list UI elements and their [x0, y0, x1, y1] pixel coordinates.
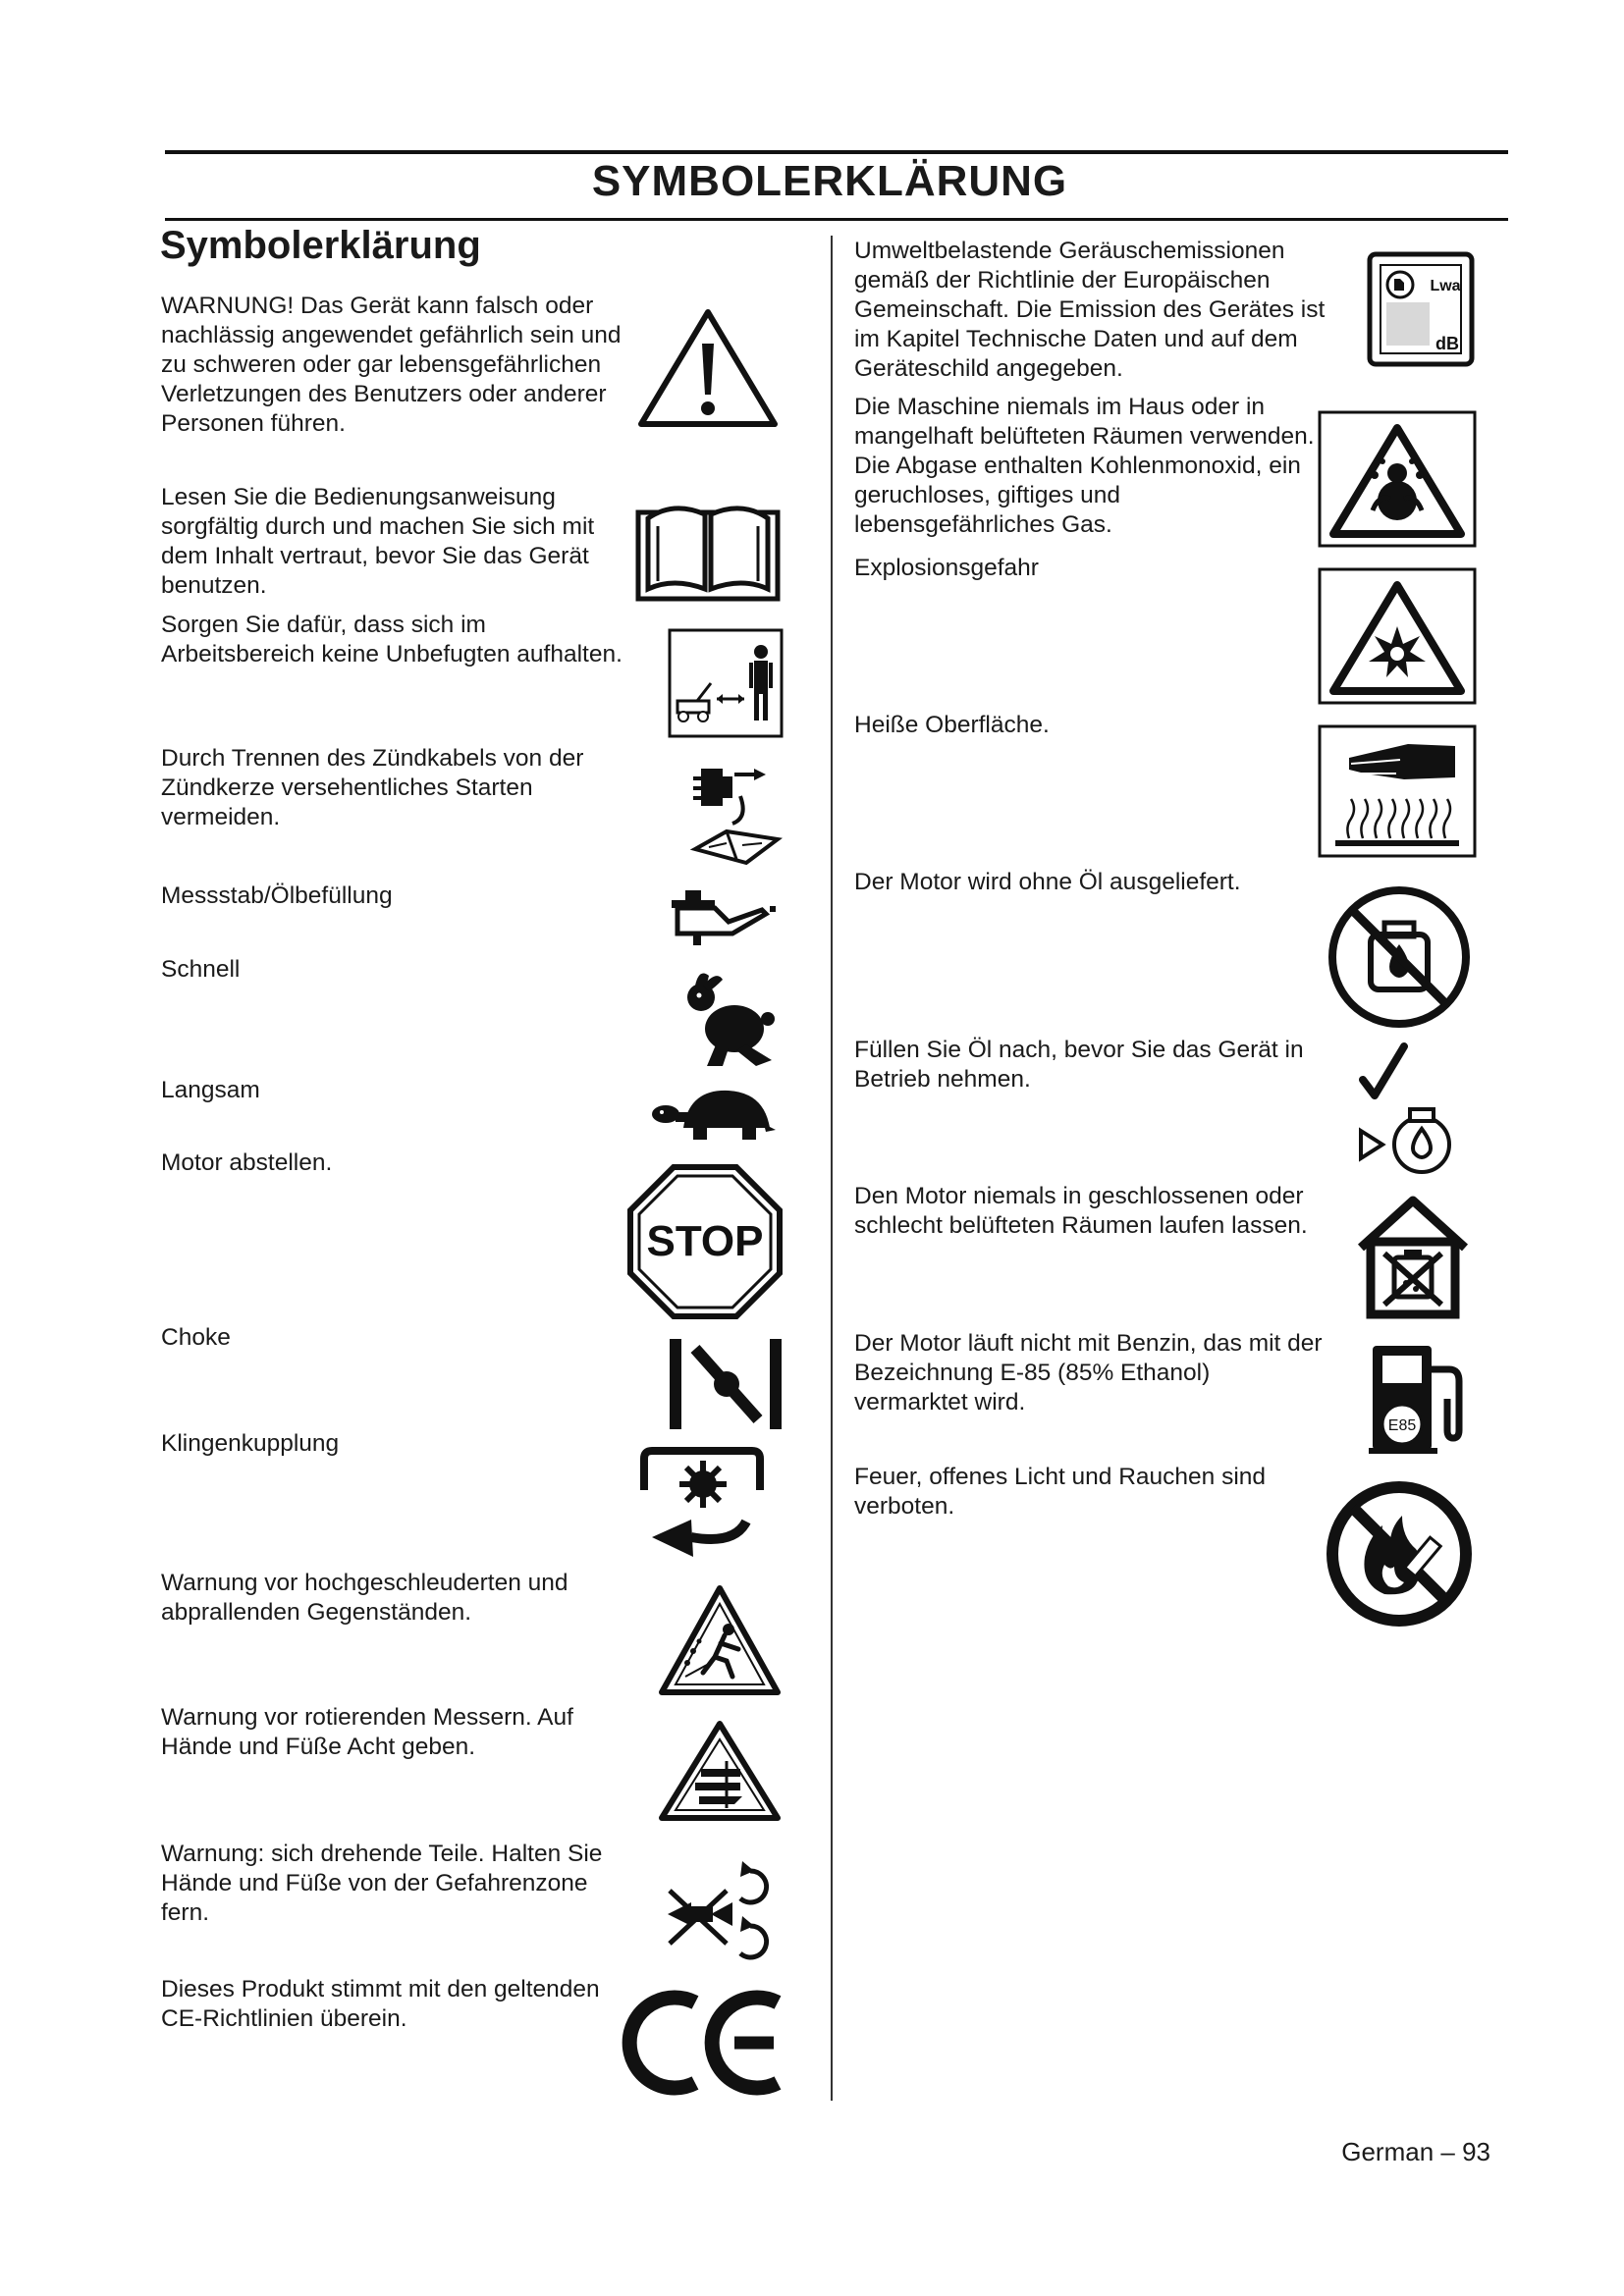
no-fire-icon — [1326, 1480, 1473, 1628]
fill-oil-icon — [1353, 1041, 1469, 1176]
ce-mark-icon — [621, 1987, 787, 2100]
turtle-icon — [648, 1085, 778, 1144]
toxic-gas-icon — [1318, 410, 1477, 548]
symbol-description-stop: Motor abstellen. — [161, 1149, 333, 1176]
page-header-title: SYMBOLERKLÄRUNG — [591, 157, 1068, 205]
page-footer: German – 93 — [1341, 2137, 1490, 2166]
symbol-description-choke: Choke — [161, 1324, 231, 1351]
spark-plug-icon — [687, 761, 785, 879]
symbol-description-spark-plug: Durch Trennen des Zündkabels von der Zündkerze versehentliches Starten vermeiden. — [161, 745, 584, 830]
symbol-description-slow: Langsam — [161, 1077, 260, 1103]
symbol-description-bystanders: Sorgen Sie dafür, dass sich im Arbeitsbereich keine Unbefugten aufhalten. — [161, 612, 623, 667]
section-title: Symbolerklärung — [160, 224, 481, 267]
oil-can-icon — [668, 888, 785, 947]
symbol-description-fast: Schnell — [161, 956, 241, 983]
symbol-description-thrown-objects: Warnung vor hochgeschleuderten und abprallenden Gegenständen. — [161, 1570, 568, 1626]
symbol-description-no-e85: Der Motor läuft nicht mit Benzin, das mit der Bezeichnung E-85 (85% Ethanol) vermarktet wird. — [854, 1330, 1323, 1415]
symbol-description-ce: Dieses Produkt stimmt mit den geltenden CE-Richtlinien überein. — [161, 1976, 600, 2032]
symbol-description-fill-oil: Füllen Sie Öl nach, bevor Sie das Gerät in Betrieb nehmen. — [854, 1037, 1304, 1093]
column-divider — [831, 236, 833, 2101]
stop-sign-icon — [626, 1163, 784, 1320]
thrown-objects-icon — [656, 1582, 784, 1698]
symbol-description-no-indoor: Den Motor niemals in geschlossenen oder schlecht belüfteten Räumen laufen lassen. — [854, 1183, 1308, 1239]
open-book-icon — [634, 491, 782, 604]
symbol-description-no-oil: Der Motor wird ohne Öl ausgeliefert. — [854, 869, 1241, 895]
header-bottom-rule — [165, 218, 1508, 221]
symbol-description-toxic-gas: Die Maschine niemals im Haus oder in mangelhaft belüfteten Räumen verwenden. Die Abgase enthalten Kohlenmonoxid, ein geruchloses, giftiges und lebensgefährliches Gas. — [854, 394, 1315, 538]
symbol-description-rotating-blades: Warnung vor rotierenden Messern. Auf Hände und Füße Acht geben. — [161, 1704, 573, 1760]
symbol-description-rotating-parts: Warnung: sich drehende Teile. Halten Sie Hände und Füße von der Gefahrenzone fern. — [161, 1841, 603, 1926]
choke-icon — [668, 1337, 785, 1431]
symbol-description-manual: Lesen Sie die Bedienungsanweisung sorgfältig durch und machen Sie sich mit dem Inhalt vertraut, bevor Sie das Gerät benutzen. — [161, 484, 595, 599]
symbol-description-noise: Umweltbelastende Geräuschemissionen gemäß der Richtlinie der Europäischen Gemeinschaft. Die Emission des Gerätes ist im Kapitel Technische Daten und auf dem Geräteschild angegeben. — [854, 238, 1326, 382]
noise-emission-icon — [1367, 251, 1475, 367]
no-oil-icon — [1326, 883, 1473, 1031]
no-e85-icon — [1367, 1340, 1475, 1458]
explosion-icon — [1318, 567, 1477, 705]
symbol-description-hot-surface: Heiße Oberfläche. — [854, 712, 1050, 738]
keep-distance-icon — [668, 628, 784, 738]
stop-sign-label: STOP — [646, 1217, 764, 1265]
header-top-rule — [165, 150, 1508, 154]
symbol-description-warning: WARNUNG! Das Gerät kann falsch oder nachlässig angewendet gefährlich sein und zu schweren oder gar lebensgefährlichen Verletzungen des Benutzers oder anderer Personen führen. — [161, 293, 622, 437]
hot-surface-icon — [1318, 724, 1477, 858]
noise-db-label: dB — [1435, 334, 1459, 353]
symbol-description-oil: Messstab/Ölbefüllung — [161, 882, 393, 909]
no-indoor-icon — [1355, 1193, 1471, 1320]
warning-triangle-icon — [634, 304, 782, 432]
symbol-description-explosion: Explosionsgefahr — [854, 555, 1039, 581]
rotating-parts-icon — [664, 1855, 782, 1973]
e85-label: E85 — [1387, 1417, 1417, 1434]
noise-lwa-label: Lwa — [1430, 278, 1461, 294]
symbol-description-no-fire: Feuer, offenes Licht und Rauchen sind verboten. — [854, 1464, 1267, 1520]
rotating-blades-icon — [656, 1718, 784, 1824]
symbol-description-blade-clutch: Klingenkupplung — [161, 1430, 340, 1457]
blade-clutch-icon — [636, 1443, 769, 1561]
rabbit-icon — [677, 972, 785, 1070]
